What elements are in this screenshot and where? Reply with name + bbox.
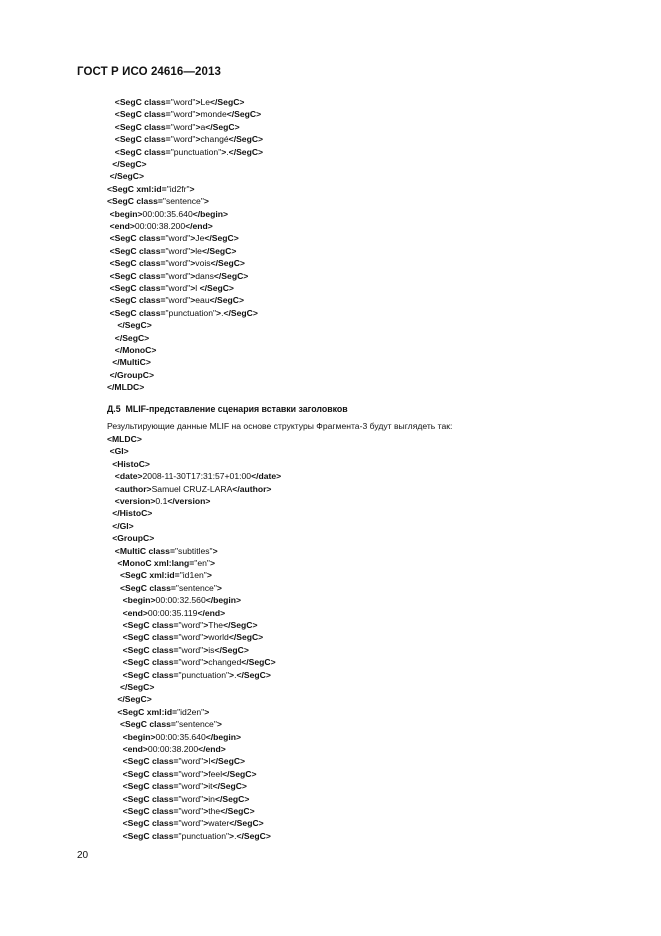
code-line: <end>00:00:35.119</end> bbox=[122, 607, 226, 618]
code-line: <SegC class="word">dans</SegC> bbox=[109, 270, 249, 281]
code-line: </SegC> bbox=[117, 320, 152, 331]
code-line: <SegC xml:id="id2en"> bbox=[117, 706, 210, 717]
code-line: <SegC class="word">water</SegC> bbox=[122, 818, 264, 829]
code-line: <SegC class="word">Le</SegC> bbox=[114, 97, 245, 107]
code-line: <SegC class="word">the</SegC> bbox=[122, 806, 255, 816]
code-line: <MonoC xml:lang="en"> bbox=[117, 558, 215, 568]
code-line: <SegC class="word">feel</SegC> bbox=[122, 768, 257, 779]
code-line: <version>0.1</version> bbox=[114, 496, 211, 506]
code-line: <SegC class="word">changé</SegC> bbox=[114, 134, 264, 145]
code-line: <SegC xml:id="id2fr"> bbox=[107, 183, 195, 194]
code-line: <GI> bbox=[109, 446, 129, 457]
code-line: </MultiC> bbox=[112, 357, 151, 368]
code-line: <SegC class="word">I</SegC> bbox=[122, 756, 246, 767]
code-line: </GI> bbox=[112, 520, 134, 531]
document-header: ГОСТ Р ИСО 24616—2013 bbox=[77, 66, 222, 78]
code-line: <SegC class="word">changed</SegC> bbox=[122, 657, 276, 668]
code-line: <SegC class="word">a</SegC> bbox=[114, 121, 240, 132]
code-line: </GroupC> bbox=[109, 369, 155, 380]
code-line: <date>2008-11-30T17:31:57+01:00</date> bbox=[114, 471, 282, 482]
code-line: <begin>00:00:32.560</begin> bbox=[122, 595, 242, 606]
code-line: <SegC class="word">The</SegC> bbox=[122, 620, 258, 630]
code-line: <SegC xml:id="id1en"> bbox=[120, 570, 212, 581]
code-line: <end>00:00:38.200</end> bbox=[109, 221, 213, 231]
code-line: <SegC class="word">is</SegC> bbox=[122, 644, 249, 655]
code-line: </MLDC> bbox=[107, 382, 145, 393]
code-line: </SegC> bbox=[109, 171, 144, 182]
code-line: <SegC class="sentence"> bbox=[107, 196, 209, 207]
section-heading: Д.5 MLIF-представление сценария вставки заголовков bbox=[107, 404, 348, 414]
code-line: <SegC class="word">world</SegC> bbox=[122, 632, 264, 643]
section-intro: Результирующие данные MLIF на основе структуры Фрагмента-3 будут выглядеть так: bbox=[107, 421, 453, 431]
code-line: <SegC class="punctuation">.</SegC> bbox=[109, 307, 258, 318]
code-line: <SegC class="word">in</SegC> bbox=[122, 793, 250, 804]
code-line: <SegC class="word">monde</SegC> bbox=[114, 109, 262, 120]
code-line: <SegC class="punctuation">.</SegC> bbox=[122, 669, 271, 680]
code-line: <SegC class="punctuation">.</SegC> bbox=[122, 830, 271, 841]
code-line: <GroupC> bbox=[112, 533, 155, 544]
code-line: <SegC class="sentence"> bbox=[120, 582, 222, 593]
code-line: </SegC> bbox=[114, 332, 150, 343]
code-line: </HistoC> bbox=[112, 508, 153, 519]
code-line: <author>Samuel CRUZ-LARA</author> bbox=[114, 483, 272, 494]
page-number: 20 bbox=[77, 850, 89, 861]
code-line: <SegC class="word">vois</SegC> bbox=[109, 258, 245, 269]
code-line: <begin>00:00:35.640</begin> bbox=[109, 208, 229, 219]
code-line: <SegC class="word">Je</SegC> bbox=[109, 233, 239, 244]
code-line: </SegC> bbox=[120, 682, 155, 692]
code-line: <MultiC class="subtitles"> bbox=[114, 545, 218, 556]
code-line: </SegC> bbox=[112, 159, 147, 169]
code-line: <MLDC> bbox=[107, 434, 142, 444]
code-line: <SegC class="sentence"> bbox=[120, 719, 222, 730]
code-line: <HistoC> bbox=[112, 458, 150, 469]
code-line: <SegC class="word">le</SegC> bbox=[109, 245, 237, 256]
code-line: <SegC class="word">l </SegC> bbox=[109, 283, 234, 293]
code-line: <SegC class="punctuation">.</SegC> bbox=[114, 146, 264, 157]
code-line: <begin>00:00:35.640</begin> bbox=[122, 731, 242, 742]
code-line: </SegC> bbox=[117, 694, 152, 705]
code-line: </MonoC> bbox=[114, 345, 157, 355]
code-line: <SegC class="word">eau</SegC> bbox=[109, 295, 245, 306]
code-line: <end>00:00:38.200</end> bbox=[122, 744, 226, 754]
code-line: <SegC class="word">it</SegC> bbox=[122, 781, 247, 792]
